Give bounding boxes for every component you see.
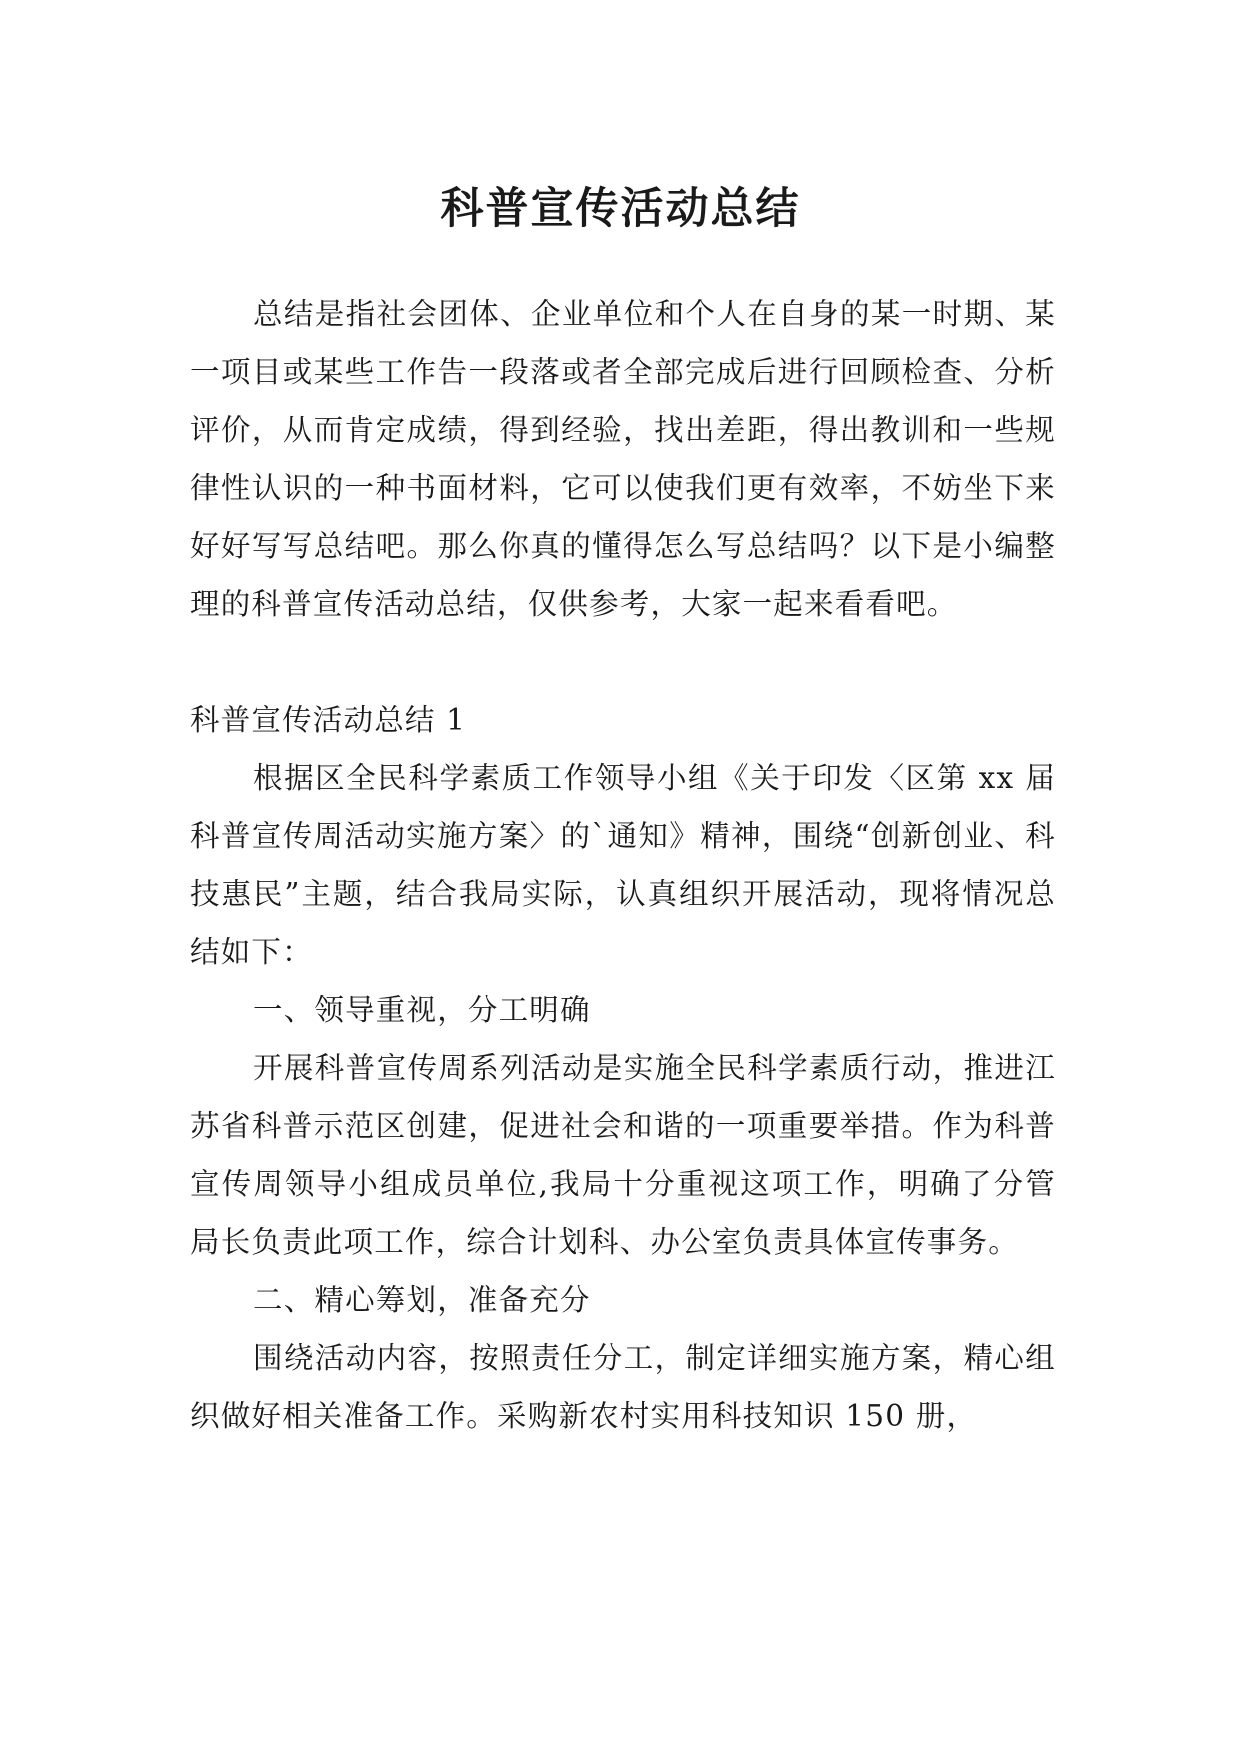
body-paragraph-2: 开展科普宣传周系列活动是实施全民科学素质行动，推进江苏省科普示范区创建，促进社会和谐的一项重要举措。作为科普宣传周领导小组成员单位,我局十分重视这项工作，明确了分管局长负责此项工作，综合计划科、办公室负责具体宣传事务。 — [190, 1051, 1056, 1259]
body-paragraph-3: 围绕活动内容，按照责任分工，制定详细实施方案，精心组织做好相关准备工作。采购新农村实用科技知识 150 册， — [190, 1341, 1056, 1433]
document-body — [190, 285, 1056, 1445]
section-title: 科普宣传活动总结 1 — [190, 703, 467, 737]
document-title: 科普宣传活动总结 — [440, 183, 801, 234]
subheading-leadership: 一、领导重视，分工明确 — [253, 993, 591, 1027]
intro-paragraph: 总结是指社会团体、企业单位和个人在自身的某一时期、某一项目或某些工作告一段落或者全部完成后进行回顾检查、分析评价，从而肯定成绩，得到经验，找出差距，得出教训和一些规律性认识的一种书面材料，它可以使我们更有效率，不妨坐下来好好写写总结吧。那么你真的懂得怎么写总结吗？以下是小编整理的科普宣传活动总结，仅供参考，大家一起来看看吧。 — [190, 297, 1056, 621]
subheading-planning: 二、精心筹划，准备充分 — [253, 1283, 591, 1317]
body-paragraph-1: 根据区全民科学素质工作领导小组《关于印发〈区第 xx 届科普宣传周活动实施方案〉的`通知》精神，围绕“创新创业、科技惠民”主题，结合我局实际，认真组织开展活动，现将情况总结如下： — [190, 761, 1056, 969]
